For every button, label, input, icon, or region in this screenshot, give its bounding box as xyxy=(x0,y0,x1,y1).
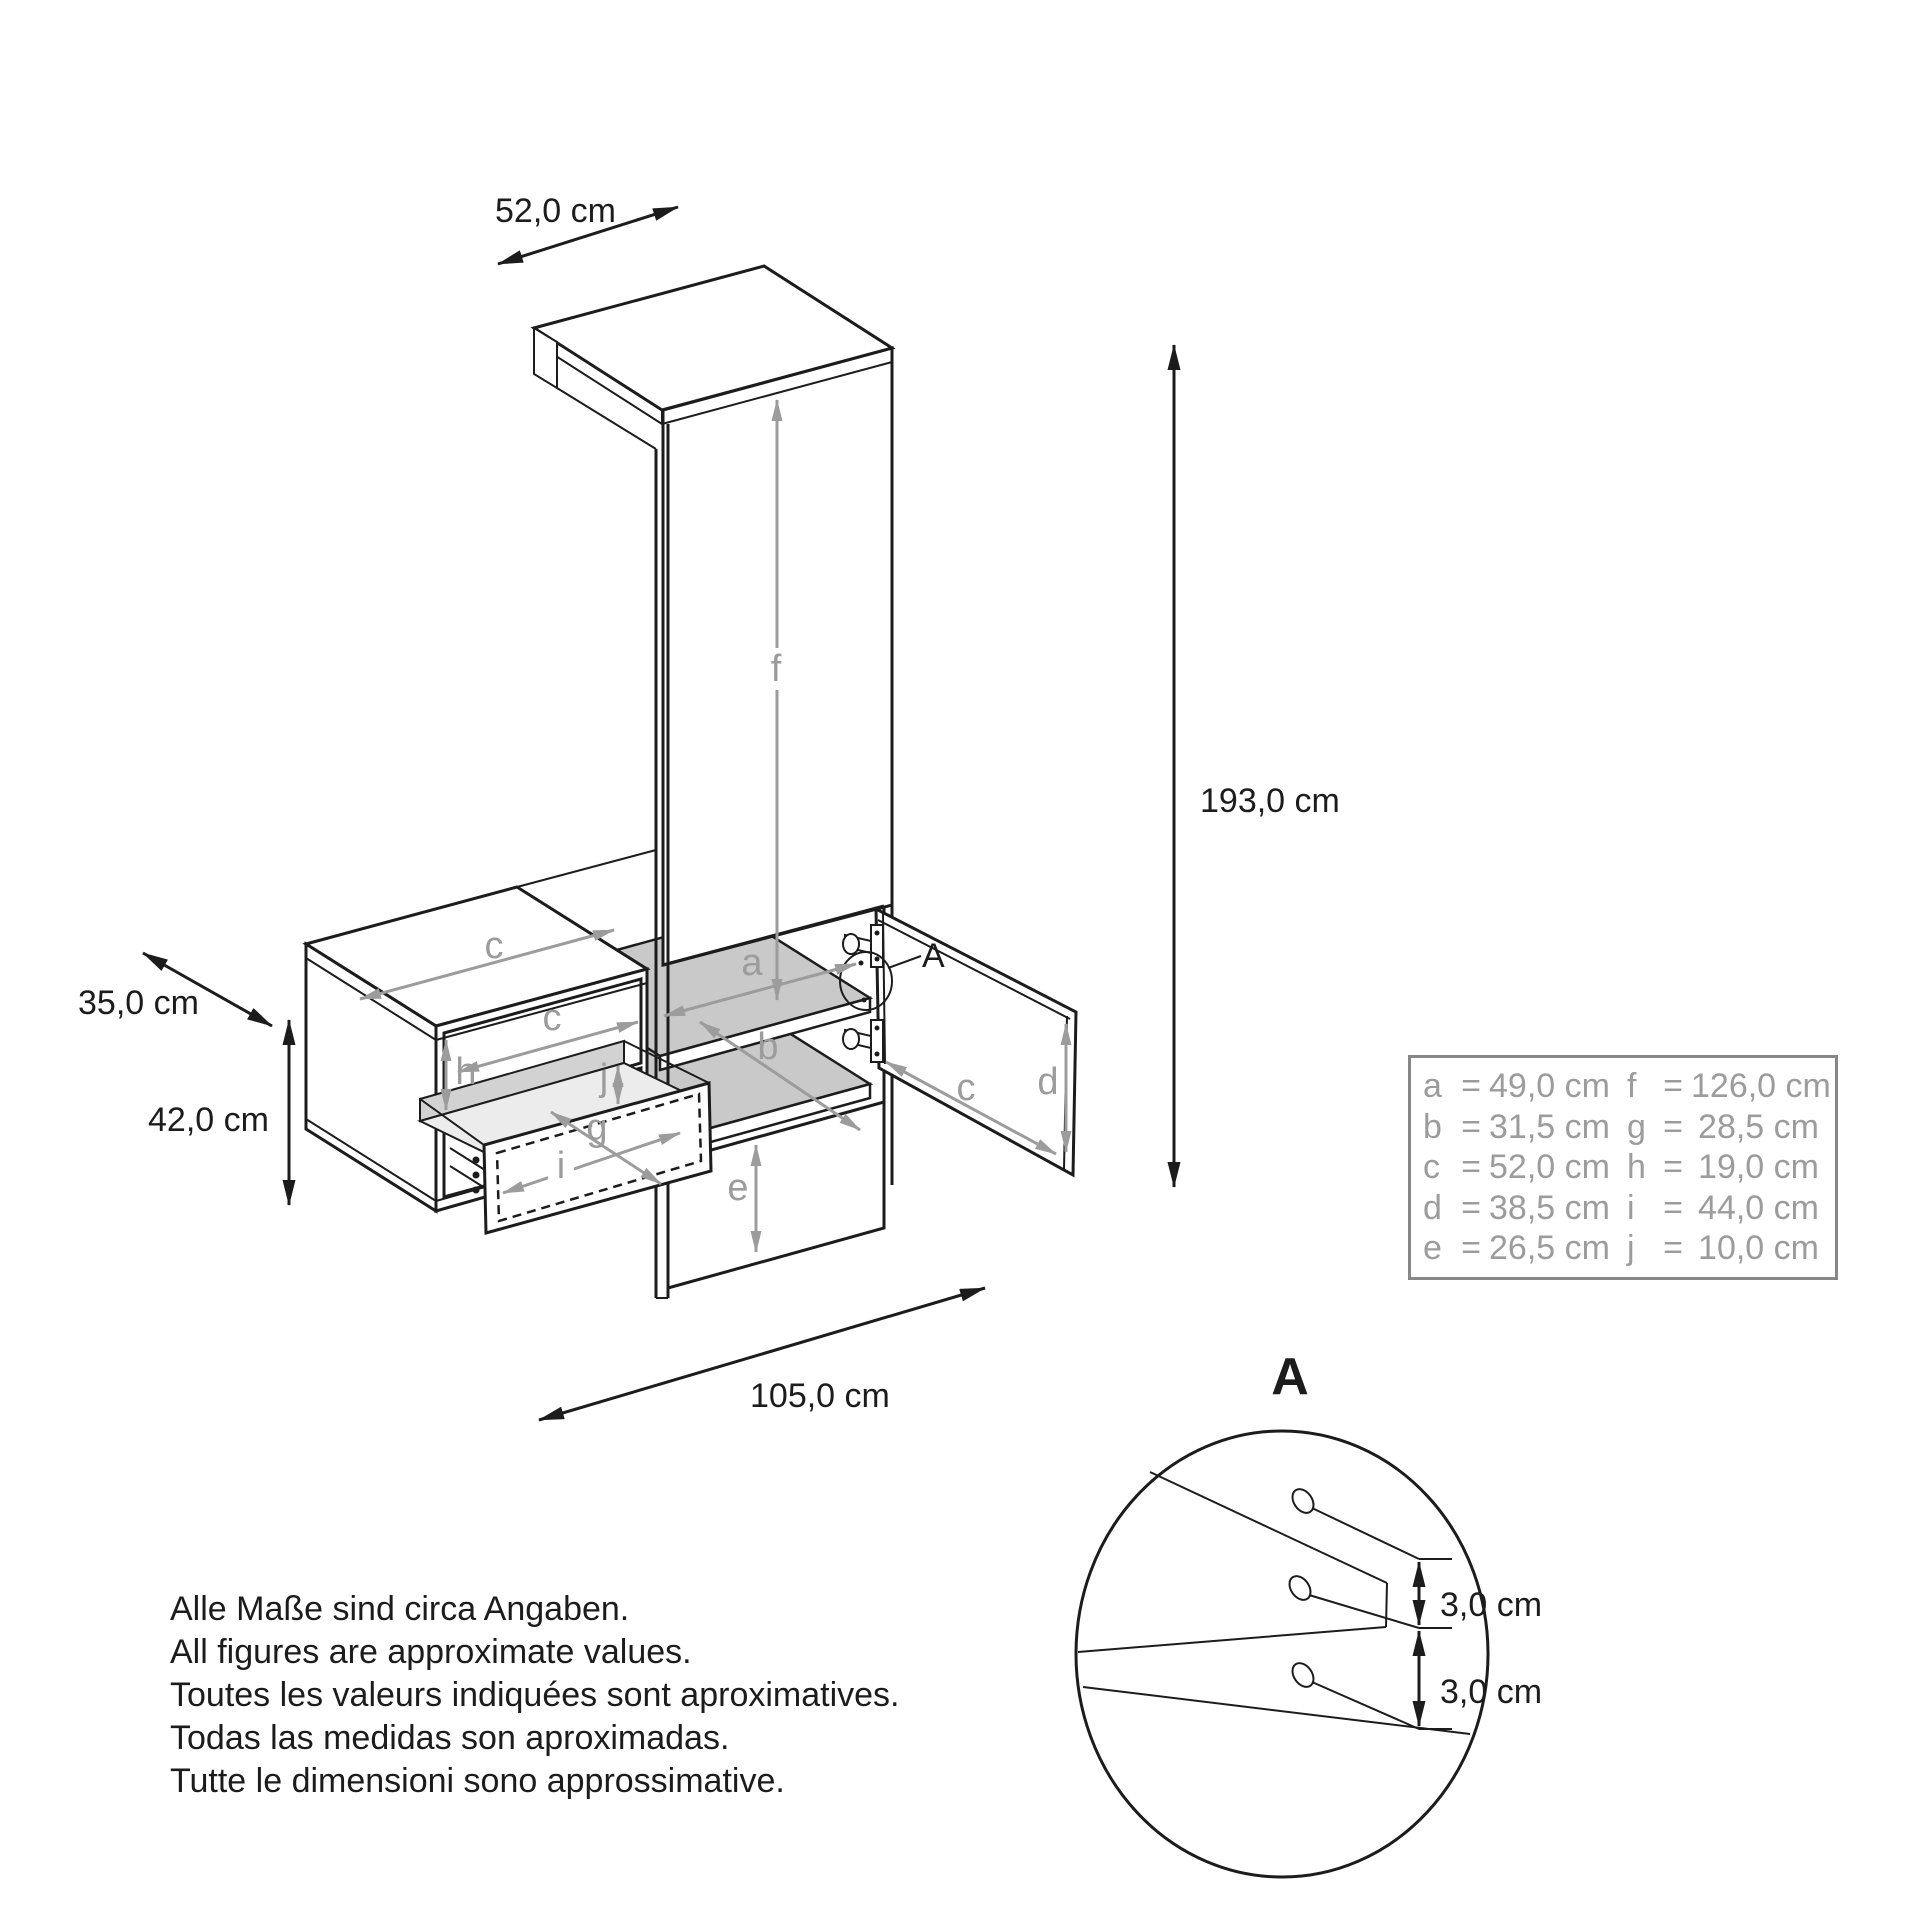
part-label-f: f xyxy=(770,648,782,690)
detail-dim-lower: 3,0 cm xyxy=(1440,1673,1543,1711)
dimension-canopy-depth xyxy=(495,192,678,264)
approximate-values-notes xyxy=(170,1588,900,1803)
detail-marker-label: A xyxy=(922,937,945,975)
dimension-total-width xyxy=(539,1288,985,1420)
note-line-de: Alle Maße sind circa Angaben. xyxy=(170,1590,630,1628)
part-label-c-bench-front: c xyxy=(542,997,562,1039)
detail-shelf-section xyxy=(1078,1472,1470,1734)
dim-193-label: 193,0 cm xyxy=(1200,782,1340,820)
note-line-fr: Toutes les valeurs indiquées sont aproximatives. xyxy=(170,1676,900,1714)
legend-key: i xyxy=(1627,1188,1635,1227)
hinge-top-icon xyxy=(843,925,883,967)
legend-value: 38,5 cm xyxy=(1489,1188,1610,1227)
part-label-g: g xyxy=(586,1107,608,1149)
dimension-bench-depth xyxy=(78,953,272,1026)
dimension-bench-height xyxy=(148,1020,289,1205)
legend-row xyxy=(1423,1107,1829,1148)
dimension-total-height xyxy=(1174,345,1340,1187)
legend-key: g xyxy=(1627,1107,1646,1146)
dim-42-label: 42,0 cm xyxy=(148,1101,269,1139)
legend-key: j xyxy=(1627,1229,1635,1267)
equals-sign: = xyxy=(1663,1148,1683,1186)
legend-key: c xyxy=(1423,1148,1440,1186)
equals-sign: = xyxy=(1461,1148,1481,1186)
legend-value: 52,0 cm xyxy=(1489,1148,1610,1186)
legend-value: 28,5 cm xyxy=(1698,1107,1819,1146)
part-label-j: j xyxy=(599,1057,609,1099)
detail-dim-upper: 3,0 cm xyxy=(1440,1586,1543,1624)
shelf-pin-holes xyxy=(1285,1485,1419,1729)
legend-value: 44,0 cm xyxy=(1698,1188,1819,1227)
legend-value: 10,0 cm xyxy=(1698,1229,1819,1267)
part-label-h: h xyxy=(455,1051,477,1093)
equals-sign: = xyxy=(1461,1229,1481,1267)
equals-sign: = xyxy=(1663,1107,1683,1146)
note-line-es: Todas las medidas son aproximadas. xyxy=(170,1719,730,1757)
part-label-c-door: c xyxy=(956,1067,976,1109)
equals-sign: = xyxy=(1663,1229,1683,1267)
detail-view-a xyxy=(1076,1348,1542,1877)
part-label-i: i xyxy=(556,1145,566,1187)
part-label-e: e xyxy=(727,1167,749,1209)
legend-key: h xyxy=(1627,1148,1646,1186)
legend-key: b xyxy=(1423,1107,1442,1146)
detail-circle xyxy=(1076,1431,1488,1877)
legend-key: f xyxy=(1627,1067,1637,1105)
dim-105-label: 105,0 cm xyxy=(750,1377,890,1415)
dim-52-label: 52,0 cm xyxy=(495,192,616,230)
legend-value: 126,0 cm xyxy=(1691,1067,1831,1105)
legend-key: d xyxy=(1423,1188,1442,1227)
legend-value: 49,0 cm xyxy=(1489,1067,1610,1105)
legend-key: a xyxy=(1423,1067,1442,1105)
hinge-bottom-icon xyxy=(843,1020,883,1062)
legend-value: 31,5 cm xyxy=(1489,1107,1610,1146)
legend-row xyxy=(1423,1228,1829,1269)
equals-sign: = xyxy=(1663,1067,1683,1105)
dim-35-label: 35,0 cm xyxy=(78,984,199,1022)
part-label-b: b xyxy=(757,1026,779,1068)
legend-row xyxy=(1423,1188,1829,1229)
wardrobe-drawing xyxy=(306,266,1076,1298)
note-line-it: Tutte le dimensioni sono approssimative. xyxy=(170,1762,785,1800)
detail-dimensions xyxy=(1419,1559,1542,1729)
part-label-a: a xyxy=(741,942,763,984)
legend-row xyxy=(1423,1066,1829,1107)
equals-sign: = xyxy=(1461,1067,1481,1105)
equals-sign: = xyxy=(1461,1107,1481,1146)
equals-sign: = xyxy=(1663,1188,1683,1227)
legend-value: 19,0 cm xyxy=(1698,1148,1819,1186)
legend-box xyxy=(1408,1055,1838,1280)
equals-sign: = xyxy=(1461,1188,1481,1227)
note-line-en: All figures are approximate values. xyxy=(170,1633,692,1671)
detail-title: A xyxy=(1271,1348,1309,1406)
legend-key: e xyxy=(1423,1229,1442,1267)
legend-row xyxy=(1423,1147,1829,1188)
part-label-c-bench-top: c xyxy=(484,925,504,967)
open-door xyxy=(876,909,1076,1175)
part-label-d: d xyxy=(1037,1061,1059,1103)
legend-value: 26,5 cm xyxy=(1489,1229,1610,1267)
